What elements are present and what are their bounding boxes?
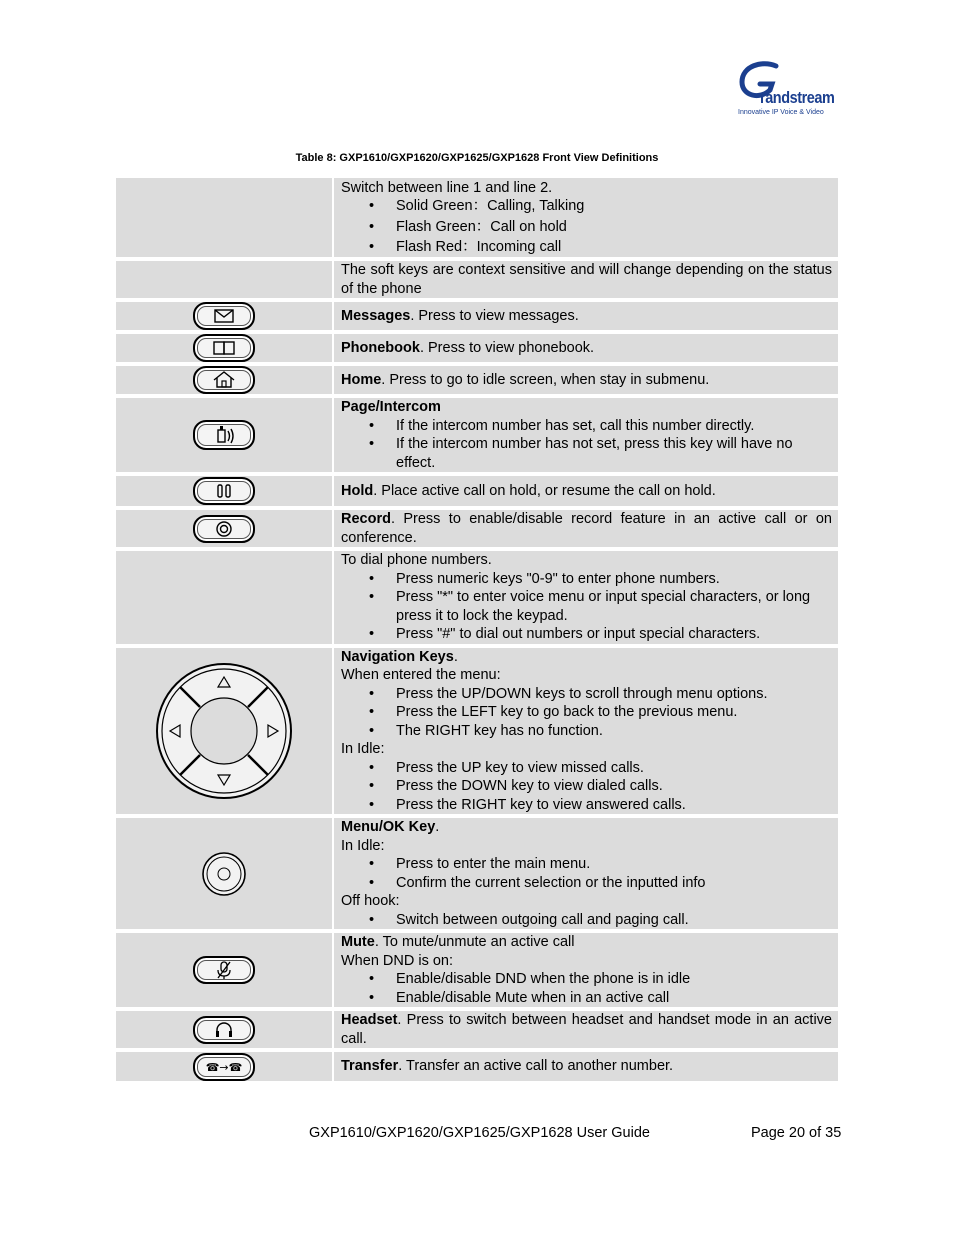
headset-icon [193,1016,255,1044]
list-item: • Press the DOWN key to view dialed calls. [396,777,832,796]
table-row [116,398,838,472]
table-row [116,178,838,257]
logo-word: randstream [760,88,835,107]
table-row [116,476,838,506]
description-cell: The soft keys are context sensitive and will change depending on the status of the phone [334,261,838,298]
icon-cell [116,261,332,298]
table-row [116,302,838,330]
ok-button-icon [201,851,247,897]
description-cell: Phonebook. Press to view phonebook. [334,334,838,362]
list-item: • Press to enter the main menu. [396,855,832,874]
description-cell: To dial phone numbers. • Press numeric keys "0-9" to enter phone numbers. • Press "*" to enter voice menu or input special characters, or long press it to lock the keypad. • Press "#" to dial out numbers or input special characters. [334,551,838,644]
book-icon [193,334,255,362]
description-cell: Mute. To mute/unmute an active call When DND is on: • Enable/disable DND when the phone is in idle • Enable/disable Mute when in an active call [334,933,838,1007]
table-row [116,933,838,1007]
table-row [116,551,838,644]
table-row [116,648,838,815]
table-row [116,366,838,394]
transfer-icon [193,1053,255,1081]
svg-text:☎→☎: ☎→☎ [205,1060,243,1074]
home-icon [193,366,255,394]
list-item: • Solid Green：Calling, Talking [396,197,832,216]
footer-page-number: Page 20 of 35 [751,1125,842,1141]
icon-cell [116,551,332,644]
pause-icon [193,477,255,505]
mute-icon [193,956,255,984]
table-row [116,334,838,362]
navigation-pad-icon [154,661,294,801]
table-row [116,818,838,929]
list-item: • Flash Red：Incoming call [396,238,832,257]
description-cell: Navigation Keys. When entered the menu: • Press the UP/DOWN keys to scroll through menu options. • Press the LEFT key to go back to the previous menu. • The RIGHT key has no function. In Idle: • Press the UP key to view missed calls. • Press the DOWN key to view dialed calls. • Press the RIGHT key to view answered calls. [334,648,838,815]
list-item: • Flash Green：Call on hold [396,218,832,237]
table-row [116,261,838,298]
footer-guide-title: GXP1610/GXP1620/GXP1625/GXP1628 User Guide [309,1125,650,1141]
description-cell: Page/Intercom • If the intercom number has set, call this number directly. • If the intercom number has not set, press this key will have no effect. [334,398,838,472]
icon-cell [116,178,332,257]
table-row [116,1052,838,1081]
list-item: • Enable/disable Mute when in an active call [396,989,832,1008]
table-caption: Table 8: GXP1610/GXP1620/GXP1625/GXP1628 Front View Definitions [295,152,659,164]
list-item: • The RIGHT key has no function. [396,722,832,741]
grandstream-logo [736,60,836,120]
record-icon [193,515,255,543]
description-cell: Home. Press to go to idle screen, when stay in submenu. [334,366,838,394]
list-item: • Confirm the current selection or the inputted info [396,874,832,893]
envelope-icon [193,302,255,330]
list-item: • Switch between outgoing call and paging call. [396,911,832,930]
description-cell: Messages. Press to view messages. [334,302,838,330]
list-item: • Press numeric keys "0-9" to enter phone numbers. [396,570,832,589]
list-item: • If the intercom number has set, call this number directly. [396,417,832,436]
list-item: • Press the UP/DOWN keys to scroll through menu options. [396,685,832,704]
list-item: • Enable/disable DND when the phone is in idle [396,970,832,989]
logo-tagline: Innovative IP Voice & Video [738,109,824,116]
table-row [116,1011,838,1048]
description-cell: Transfer. Transfer an active call to another number. [334,1052,838,1081]
list-item: • Press "*" to enter voice menu or input special characters, or long press it to lock the keypad. [396,588,832,625]
description-cell: Hold. Place active call on hold, or resume the call on hold. [334,476,838,506]
description-cell: Menu/OK Key. In Idle: • Press to enter the main menu. • Confirm the current selection or the inputted info Off hook: • Switch between outgoing call and paging call. [334,818,838,929]
description-cell: Switch between line 1 and line 2. • Solid Green：Calling, Talking • Flash Green：Call on hold • Flash Red：Incoming call [334,178,838,257]
description-cell: Headset. Press to switch between headset and handset mode in an active call. [334,1011,838,1048]
table-row [116,510,838,547]
list-item: • Press the UP key to view missed calls. [396,759,832,778]
intercom-icon [193,420,255,450]
list-item: • If the intercom number has not set, press this key will have no effect. [396,435,832,472]
front-view-definitions-table [114,174,840,1085]
list-item: • Press the RIGHT key to view answered calls. [396,796,832,815]
list-item: • Press "#" to dial out numbers or input special characters. [396,625,832,644]
description-cell: Record. Press to enable/disable record feature in an active call or on conference. [334,510,838,547]
list-item: • Press the LEFT key to go back to the previous menu. [396,703,832,722]
